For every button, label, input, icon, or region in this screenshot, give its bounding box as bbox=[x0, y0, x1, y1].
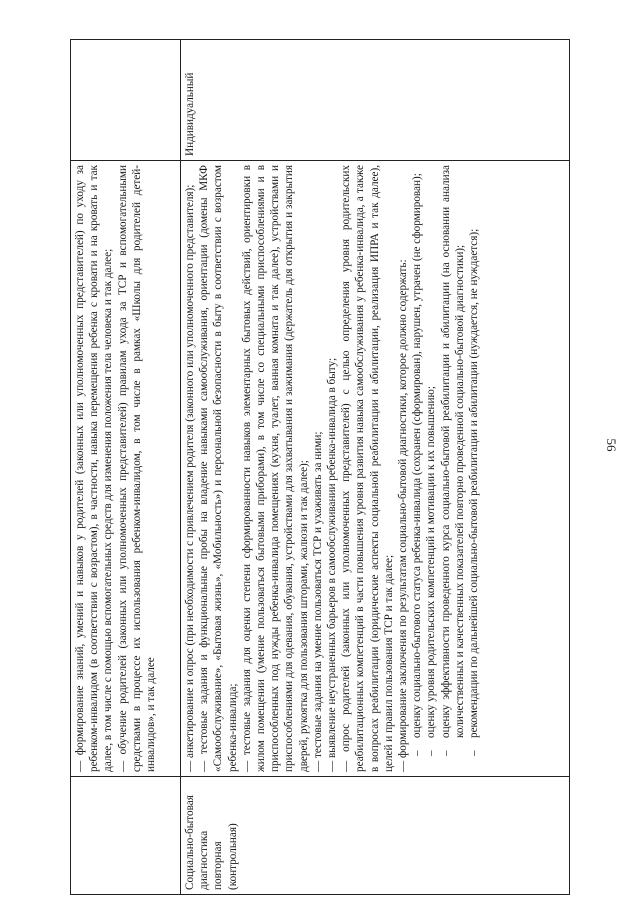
list-item: — формирование заключения по результатам социально-бытовой диагностики, которое должно содержать: bbox=[397, 259, 410, 772]
list-item: — тестовые задания и функциональные пробы на владение навыками самообслуживания, ориентации (домены МКФ «Самообслуживание», «Бытовая жизнь», «Мобильность») и персональной безопасности в быту в соответствии с возрастом ребенка-инвалида; bbox=[198, 165, 239, 772]
list-item: — опрос родителей (законных или уполномоченных представителей) с целью определения уровня родительских реабилитационных компетенций в части повышения уровня развития навыка самообслуживания у ребенка-инвалида, а также в вопросах реабилитации (юридические аспекты социальной реабилитации и абилитации, реализация ИПРА и так далее), целей и правил пользования ТСР и так далее; bbox=[340, 165, 395, 772]
list-item: — обучение родителей (законных или уполномоченных представителей) правилам ухода за ТСР и вспомогательными средствами в процессе их использования ребенком-инвалидом, в том числе в рамках «Школы для родителей детей-инвалидов», и так далее bbox=[116, 165, 158, 772]
stage-cell bbox=[71, 777, 181, 895]
sub-item-text: оценку социально-бытового статуса ребенка-инвалида (сохранен (сформирован), нарушен, утрачен (не сформирован); bbox=[411, 173, 424, 738]
sub-list-item bbox=[467, 165, 481, 772]
content-cell bbox=[181, 161, 570, 777]
dash-marker: – bbox=[439, 750, 452, 756]
list-item: — анкетирование и опрос (при необходимости с привлечением родителя (законного или уполномоченного представителя); bbox=[184, 184, 196, 772]
list-item: — тестовые задания для оценки степени сформированности навыков элементарных бытовых действий, ориентировки в жилом помещении (умение пользоваться бытовыми приборами), в том числе со специальными приспособлениями и в приспособленных под нужды ребенка-инвалида помещениях (кухня, туалет, ванная комната и так далее), устройствами и приспособлениями для одевания, обувания, устройствами для захватывания и зажимания (держатель для открытия и закрытия дверей, рукоятка для пользования шторами, жалюзи и так далее); bbox=[240, 165, 310, 772]
sub-item-text: оценку эффективности проведенного курса социально-бытовой реабилитации и абилитации (на основании анализа количественных и качественных показателей повторно проведенной социально-бытовой диагностики); bbox=[439, 165, 466, 738]
form-cell: Индивидуальный bbox=[181, 40, 570, 161]
dash-marker: – bbox=[468, 750, 481, 756]
content-cell bbox=[71, 161, 181, 777]
page-number: 56 bbox=[604, 438, 619, 452]
dash-marker: – bbox=[425, 750, 438, 756]
list-item: — тестовые задания на умение пользоваться ТСР и ухаживать за ними; bbox=[311, 431, 324, 772]
list-item: — формирование знаний, умений и навыков у родителей (законных или уполномоченных представителей) по уходу за ребенком-инвалидом (в соответствии с возрастом), в частности, навыка перемещения ребенка с кровати и на кровать и так далее, в том числе с помощью вспомогательных средств для изменения положения тела человека и так далее; bbox=[74, 165, 115, 772]
rotated-table-wrapper bbox=[70, 40, 570, 895]
sub-list-item bbox=[424, 165, 438, 772]
sub-item-text: оценку уровня родительских компетенций и мотивации к их повышению; bbox=[425, 386, 438, 738]
sub-list-item bbox=[410, 165, 424, 772]
list-item: — выявление неустраненных барьеров в самообслуживании ребенка-инвалида в быту; bbox=[326, 357, 339, 772]
rehabilitation-table bbox=[70, 39, 570, 895]
sub-list-item bbox=[439, 165, 467, 772]
stage-cell: Социально-бытовая диагностика повторная (контрольная) bbox=[181, 777, 570, 895]
form-cell bbox=[71, 40, 181, 161]
dash-marker: – bbox=[411, 750, 424, 756]
sub-item-text: рекомендации по дальнейшей социально-бытовой реабилитации и абилитации (нуждается, не нуждается); bbox=[468, 228, 481, 738]
table-row bbox=[181, 40, 570, 895]
table-row bbox=[71, 40, 181, 895]
